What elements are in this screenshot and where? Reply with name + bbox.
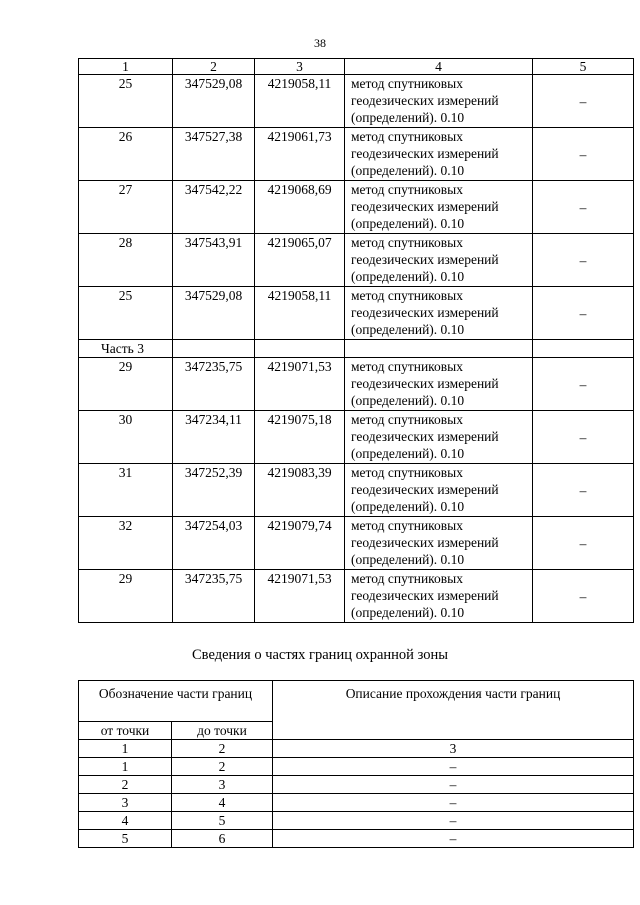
from-point: 4 (79, 812, 172, 830)
to-point: 3 (172, 776, 273, 794)
method-line: метод спутниковых (351, 412, 463, 427)
x-coordinate: 347235,75 (173, 570, 255, 623)
coordinate-row (79, 234, 634, 287)
column-number: 1 (79, 59, 173, 75)
method-line: метод спутниковых (351, 518, 463, 533)
part-description: – (273, 794, 634, 812)
designation-header: Обозначение части границ (79, 681, 273, 722)
point-number: 29 (79, 358, 173, 411)
to-point: 2 (172, 758, 273, 776)
point-number: 32 (79, 517, 173, 570)
method-line: геодезических измерений (351, 482, 499, 497)
boundary-parts-table (78, 680, 634, 848)
parts-section-title: Сведения о частях границ охранной зоны (192, 647, 448, 663)
method-line: геодезических измерений (351, 305, 499, 320)
to-point: 6 (172, 830, 273, 848)
method-line: метод спутниковых (351, 182, 463, 197)
method-line: метод спутниковых (351, 76, 463, 91)
coordinate-row (79, 464, 634, 517)
x-coordinate: 347527,38 (173, 128, 255, 181)
x-coordinate: 347252,39 (173, 464, 255, 517)
to-point: 5 (172, 812, 273, 830)
method-line: геодезических измерений (351, 535, 499, 550)
column-number-row (79, 740, 634, 758)
note-dash: – (533, 411, 634, 464)
method-description (345, 411, 533, 464)
part-label: Часть 3 (79, 340, 173, 358)
column-number: 4 (345, 59, 533, 75)
y-coordinate: 4219079,74 (255, 517, 345, 570)
note-dash: – (533, 234, 634, 287)
method-line: геодезических измерений (351, 588, 499, 603)
column-number: 1 (79, 740, 172, 758)
note-dash: – (533, 128, 634, 181)
y-coordinate: 4219071,53 (255, 358, 345, 411)
method-description (345, 358, 533, 411)
part-label-row (79, 340, 634, 358)
method-line: (определений). 0.10 (351, 446, 465, 461)
part-description: – (273, 830, 634, 848)
method-line: (определений). 0.10 (351, 269, 465, 284)
column-number: 5 (533, 59, 634, 75)
x-coordinate: 347235,75 (173, 358, 255, 411)
point-number: 25 (79, 287, 173, 340)
point-number: 27 (79, 181, 173, 234)
part-description: – (273, 776, 634, 794)
method-line: (определений). 0.10 (351, 605, 465, 620)
page-number: 38 (314, 36, 326, 50)
coordinate-row (79, 570, 634, 623)
note-dash: – (533, 287, 634, 340)
column-number: 2 (172, 740, 273, 758)
empty-cell (345, 340, 533, 358)
method-description (345, 464, 533, 517)
part-description: – (273, 812, 634, 830)
y-coordinate: 4219071,53 (255, 570, 345, 623)
note-dash: – (533, 358, 634, 411)
method-line: (определений). 0.10 (351, 163, 465, 178)
point-number: 29 (79, 570, 173, 623)
method-description (345, 517, 533, 570)
method-line: геодезических измерений (351, 429, 499, 444)
method-line: метод спутниковых (351, 359, 463, 374)
note-dash: – (533, 517, 634, 570)
column-number: 2 (173, 59, 255, 75)
description-header: Описание прохождения части границ (273, 681, 634, 740)
method-line: геодезических измерений (351, 146, 499, 161)
coordinate-row (79, 181, 634, 234)
boundary-part-row (79, 794, 634, 812)
coordinate-row (79, 287, 634, 340)
method-description (345, 75, 533, 128)
empty-cell (255, 340, 345, 358)
y-coordinate: 4219061,73 (255, 128, 345, 181)
method-description (345, 128, 533, 181)
column-number-row (79, 59, 634, 75)
x-coordinate: 347543,91 (173, 234, 255, 287)
coordinate-row (79, 75, 634, 128)
y-coordinate: 4219068,69 (255, 181, 345, 234)
method-line: геодезических измерений (351, 252, 499, 267)
method-line: метод спутниковых (351, 571, 463, 586)
point-number: 30 (79, 411, 173, 464)
from-point-header: от точки (79, 722, 172, 740)
note-dash: – (533, 570, 634, 623)
method-line: (определений). 0.10 (351, 322, 465, 337)
part-description: – (273, 758, 634, 776)
method-line: метод спутниковых (351, 288, 463, 303)
boundary-part-row (79, 776, 634, 794)
y-coordinate: 4219075,18 (255, 411, 345, 464)
method-line: геодезических измерений (351, 93, 499, 108)
column-number: 3 (255, 59, 345, 75)
from-point: 1 (79, 758, 172, 776)
method-line: геодезических измерений (351, 199, 499, 214)
x-coordinate: 347529,08 (173, 287, 255, 340)
point-number: 25 (79, 75, 173, 128)
to-point-header: до точки (172, 722, 273, 740)
method-description (345, 234, 533, 287)
note-dash: – (533, 75, 634, 128)
x-coordinate: 347254,03 (173, 517, 255, 570)
empty-cell (173, 340, 255, 358)
method-line: (определений). 0.10 (351, 216, 465, 231)
to-point: 4 (172, 794, 273, 812)
method-line: (определений). 0.10 (351, 393, 465, 408)
y-coordinate: 4219083,39 (255, 464, 345, 517)
coordinate-row (79, 128, 634, 181)
method-description (345, 570, 533, 623)
x-coordinate: 347529,08 (173, 75, 255, 128)
coordinates-table (78, 58, 634, 623)
point-number: 28 (79, 234, 173, 287)
y-coordinate: 4219065,07 (255, 234, 345, 287)
column-number: 3 (273, 740, 634, 758)
from-point: 3 (79, 794, 172, 812)
from-point: 2 (79, 776, 172, 794)
method-description (345, 181, 533, 234)
coordinate-row (79, 517, 634, 570)
method-line: геодезических измерений (351, 376, 499, 391)
y-coordinate: 4219058,11 (255, 287, 345, 340)
method-description (345, 287, 533, 340)
boundary-part-row (79, 812, 634, 830)
x-coordinate: 347234,11 (173, 411, 255, 464)
empty-cell (533, 340, 634, 358)
from-point: 5 (79, 830, 172, 848)
method-line: (определений). 0.10 (351, 499, 465, 514)
note-dash: – (533, 464, 634, 517)
method-line: метод спутниковых (351, 129, 463, 144)
x-coordinate: 347542,22 (173, 181, 255, 234)
point-number: 31 (79, 464, 173, 517)
method-line: (определений). 0.10 (351, 110, 465, 125)
boundary-part-row (79, 758, 634, 776)
note-dash: – (533, 181, 634, 234)
coordinate-row (79, 411, 634, 464)
y-coordinate: 4219058,11 (255, 75, 345, 128)
method-line: метод спутниковых (351, 235, 463, 250)
point-number: 26 (79, 128, 173, 181)
coordinate-row (79, 358, 634, 411)
boundary-part-row (79, 830, 634, 848)
method-line: метод спутниковых (351, 465, 463, 480)
method-line: (определений). 0.10 (351, 552, 465, 567)
